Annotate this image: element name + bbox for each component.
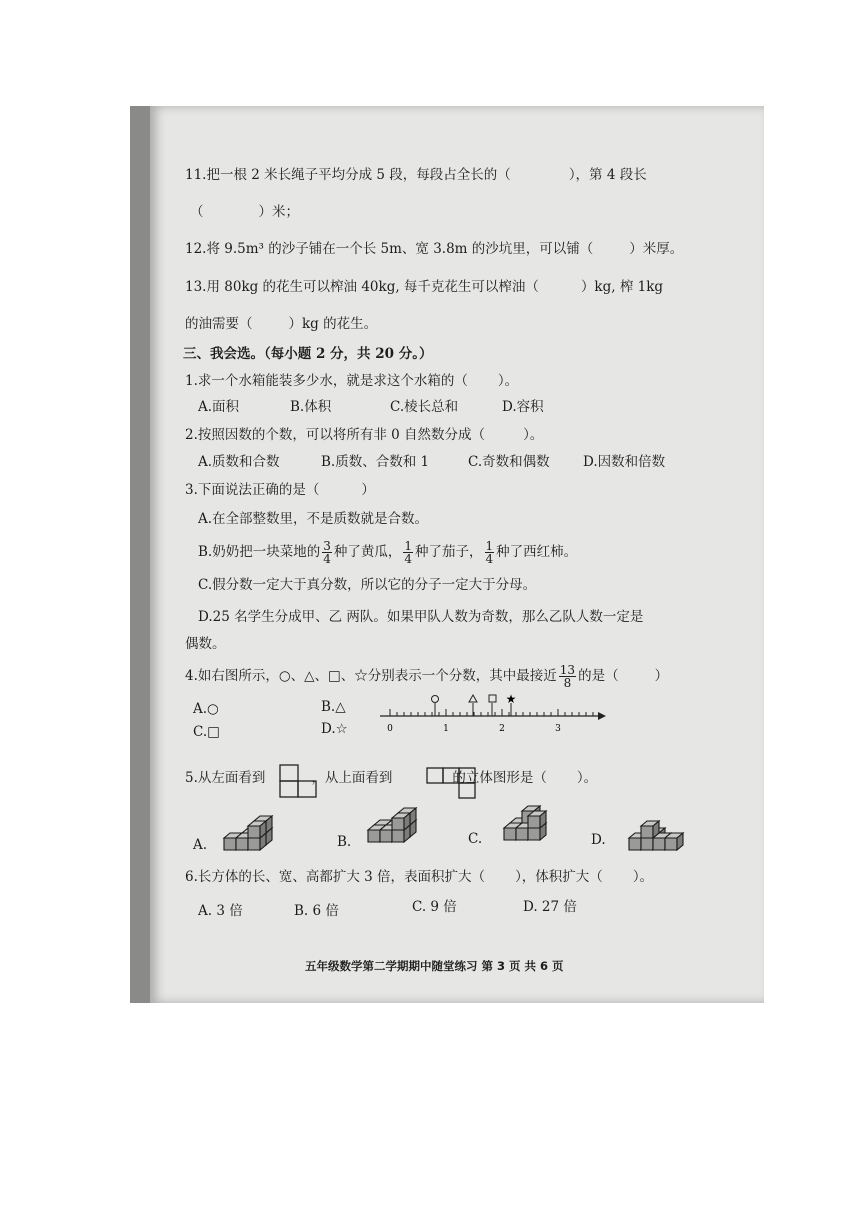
c4-option-d: D.☆: [321, 721, 348, 737]
c5-option-d: D.: [591, 832, 606, 848]
c6-option-c: C. 9 倍: [412, 899, 457, 915]
question-13: 13.用 80kg 的花生可以榨油 40kg, 每千克花生可以榨油（ ）kg, 榨 1kg: [185, 279, 664, 295]
star-marker-icon: ★: [505, 692, 517, 706]
choice-question-3: 3.下面说法正确的是（ ）: [185, 482, 375, 498]
c3-option-b: B.奶奶把一块菜地的 $\frac{3}{4}$ 种了黄瓜， $\frac{1}{4}$ 种了茄子， $\frac{1}{4}$ 种了西红柿。: [198, 539, 578, 566]
cube-figure-b: [364, 792, 444, 852]
tick-label-3: 3: [555, 724, 561, 734]
cube-figure-c: [500, 790, 580, 850]
question-11-line2: （ ）米；: [190, 204, 299, 220]
number-line: [380, 688, 610, 738]
choice-question-4: 4.如右图所示，○、△、□、☆分别表示一个分数，其中最接近 $\frac{13}{8}$ 的是（ ）: [185, 663, 669, 690]
question-12: 12.将 9.5m³ 的沙子铺在一个长 5m、宽 3.8m 的沙坑里，可以铺（ ）米厚。: [185, 241, 684, 257]
page-footer: 五年级数学第二学期期中随堂练习 第 3 页 共 6 页: [305, 959, 564, 973]
tick-label-0: 0: [387, 724, 393, 734]
square-marker-icon: [489, 695, 496, 702]
fraction-1-4-a: $\frac{1}{4}$: [404, 539, 412, 566]
c2-option-a: A.质数和合数: [198, 454, 280, 470]
cube-icon: [665, 833, 683, 850]
cube-icon: [528, 811, 546, 828]
c2-option-c: C.奇数和偶数: [468, 454, 550, 470]
circle-marker-icon: [432, 696, 439, 703]
tick-label-1: 1: [443, 724, 449, 734]
c4-option-c: C.□: [193, 724, 220, 740]
cube-icon: [248, 821, 266, 838]
cube-figure-d: [625, 800, 705, 860]
c6-option-b: B. 6 倍: [294, 903, 339, 919]
c5-option-b: B.: [337, 834, 352, 850]
cube-icon: [392, 813, 410, 830]
c2-option-b: B.质数、合数和 1: [321, 454, 430, 470]
c1-option-d: D.容积: [502, 399, 544, 415]
c4-option-a: A.○: [193, 701, 219, 717]
c1-option-c: C.棱长总和: [390, 399, 459, 415]
c6-option-a: A. 3 倍: [198, 903, 243, 919]
choice-question-1: 1.求一个水箱能装多少水，就是求这个水箱的（ ）。: [185, 373, 519, 389]
c3-option-d-line2: 偶数。: [185, 636, 226, 652]
c5-option-a: A.: [193, 837, 208, 853]
choice-question-5: 5.从左面看到 ，从上面看到 的立体图形是（ ）。: [185, 770, 598, 786]
number-line-arrow: [598, 712, 606, 720]
c3-option-c: C.假分数一定大于真分数，所以它的分子一定大于分母。: [198, 577, 537, 593]
c3-option-d: D.25 名学生分成甲、乙 两队。如果甲队人数为奇数，那么乙队人数一定是: [198, 609, 644, 625]
c2-option-d: D.因数和倍数: [583, 454, 666, 470]
left-view-diagram: [279, 764, 319, 800]
exam-page: [150, 106, 764, 1003]
scanned-photo: [130, 106, 764, 1003]
question-11: 11.把一根 2 米长绳子平均分成 5 段，每段占全长的（ ），第 4 段长: [185, 167, 647, 183]
choice-question-6: 6.长方体的长、宽、高都扩大 3 倍，表面积扩大（ ），体积扩大（ ）。: [185, 869, 654, 885]
cube-figure-a: [220, 800, 300, 860]
c3-option-a: A.在全部整数里，不是质数就是合数。: [198, 511, 429, 527]
fraction-1-4-b: $\frac{1}{4}$: [485, 539, 494, 566]
choice-question-2: 2.按照因数的个数，可以将所有非 0 自然数分成（ ）。: [185, 427, 544, 443]
section-3-heading: 三、我会选。（每小题 2 分，共 20 分。）: [183, 346, 433, 362]
c1-option-b: B.体积: [290, 399, 332, 415]
fraction-3-4: $\frac{3}{4}$: [323, 539, 331, 566]
c1-option-a: A.面积: [198, 399, 240, 415]
c5-option-c: C.: [468, 831, 483, 847]
c4-option-b: B.△: [321, 699, 346, 715]
fraction-13-8: $\frac{13}{8}$: [559, 663, 576, 690]
triangle-marker-icon: [469, 695, 477, 702]
cube-icon: [641, 821, 659, 838]
tick-label-2: 2: [499, 724, 505, 734]
c6-option-d: D. 27 倍: [523, 899, 577, 915]
question-13-line2: 的油需要（ ）kg 的花生。: [185, 316, 378, 332]
